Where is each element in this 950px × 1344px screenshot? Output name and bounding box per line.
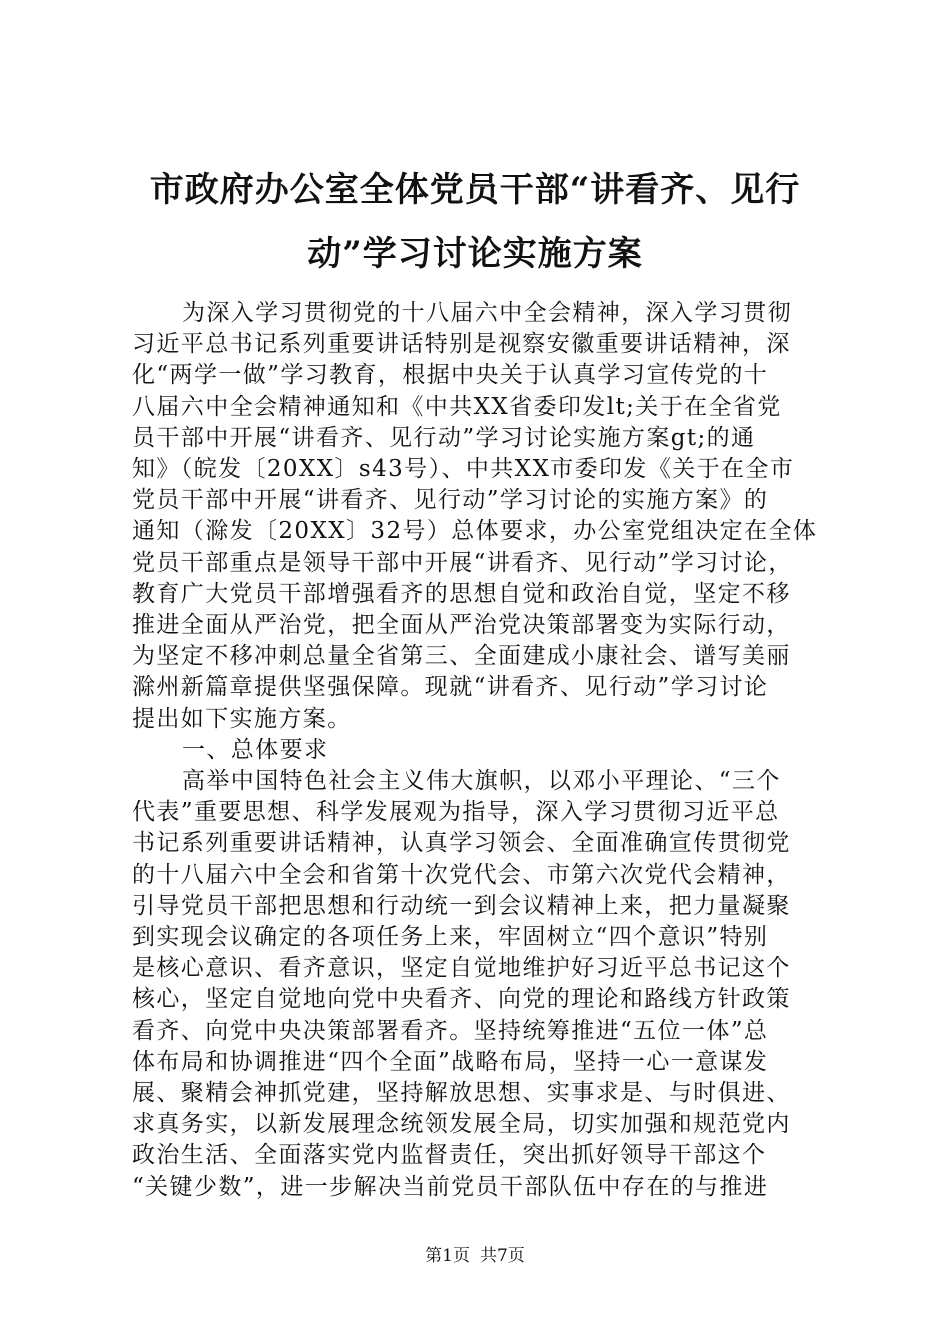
- paragraph-line: 党员干部重点是领导干部中开展“讲看齐、见行动”学习讨论，: [132, 549, 793, 576]
- paragraph-line: 书记系列重要讲话精神，认真学习领会、全面准确宣传贯彻党: [132, 830, 791, 857]
- paragraph-line: 八届六中全会精神通知和《中共XX省委印发lt;关于在全省党: [132, 393, 782, 420]
- paragraph-line: 教育广大党员干部增强看齐的思想自觉和政治自觉，坚定不移: [132, 580, 791, 607]
- paragraph-line: 为深入学习贯彻党的十八届六中全会精神，深入学习贯彻: [182, 300, 792, 326]
- paragraph-line: 是核心意识、看齐意识，坚定自觉地维护好习近平总书记这个: [132, 955, 791, 982]
- title-line: 市政府办公室全体党员干部“讲看齐、见行: [149, 170, 801, 210]
- paragraph-line: 核心，坚定自觉地向党中央看齐、向党的理论和路线方针政策: [132, 986, 791, 1013]
- paragraph-line: “关键少数”，进一步解决当前党员干部队伍中存在的与推进: [132, 1173, 769, 1200]
- paragraph-line: 党员干部中开展“讲看齐、见行动”学习讨论的实施方案》的: [132, 487, 769, 514]
- paragraph-line: 员干部中开展“讲看齐、见行动”学习讨论实施方案gt;的通: [132, 424, 756, 451]
- paragraph-line: 知》（皖发〔20XX〕s43号）、中共XX市委印发《关于在全市: [132, 456, 795, 483]
- paragraph-line: 为坚定不移冲刺总量全省第三、全面建成小康社会、谱写美丽: [132, 643, 791, 670]
- document-body: [132, 298, 832, 1203]
- paragraph-line: 政治生活、全面落实党内监督责任，突出抓好领导干部这个: [132, 1142, 767, 1169]
- paragraph-line: 的十八届六中全会和省第十次党代会、市第六次党代会精神，: [132, 861, 791, 888]
- paragraph-line: 代表”重要思想、科学发展观为指导，深入学习贯彻习近平总: [132, 799, 780, 826]
- paragraph-line: 求真务实，以新发展理念统领发展全局，切实加强和规范党内: [132, 1111, 791, 1138]
- paragraph-line: 推进全面从严治党，把全面从严治党决策部署变为实际行动，: [132, 612, 791, 639]
- paragraph-line: 引导党员干部把思想和行动统一到会议精神上来，把力量凝聚: [132, 892, 791, 919]
- document-title: [120, 158, 830, 286]
- paragraph-line: 到实现会议确定的各项任务上来，牢固树立“四个意识”特别: [132, 924, 769, 951]
- paragraph-line: 提出如下实施方案。: [132, 705, 352, 732]
- paragraph-line: 滁州新篇章提供坚强保障。现就“讲看齐、见行动”学习讨论: [132, 674, 769, 701]
- paragraph-line: 习近平总书记系列重要讲话特别是视察安徽重要讲话精神，深: [132, 331, 791, 358]
- paragraph-line: 化“两学一做”学习教育，根据中央关于认真学习宣传党的十: [132, 362, 769, 389]
- intro-paragraph: [132, 298, 832, 735]
- page-number: 第1页: [425, 1246, 470, 1266]
- paragraph-line: 看齐、向党中央决策部署看齐。坚持统筹推进“五位一体”总: [132, 1017, 769, 1044]
- paragraph-line: 体布局和协调推进“四个全面”战略布局，坚持一心一意谋发: [132, 1048, 769, 1075]
- page-total: 共7页: [480, 1246, 525, 1266]
- requirements-paragraph: [132, 766, 832, 1203]
- title-line: 动”学习讨论实施方案: [307, 234, 643, 274]
- section-heading: 一、总体要求: [182, 736, 329, 763]
- page-footer: [0, 1245, 950, 1267]
- paragraph-line: 高举中国特色社会主义伟大旗帜，以邓小平理论、“三个: [182, 768, 781, 795]
- paragraph-line: 展、聚精会神抓党建，坚持解放思想、实事求是、与时俱进、: [132, 1080, 791, 1107]
- paragraph-line: 通知（滁发〔20XX〕32号）总体要求，办公室党组决定在全体: [132, 518, 818, 545]
